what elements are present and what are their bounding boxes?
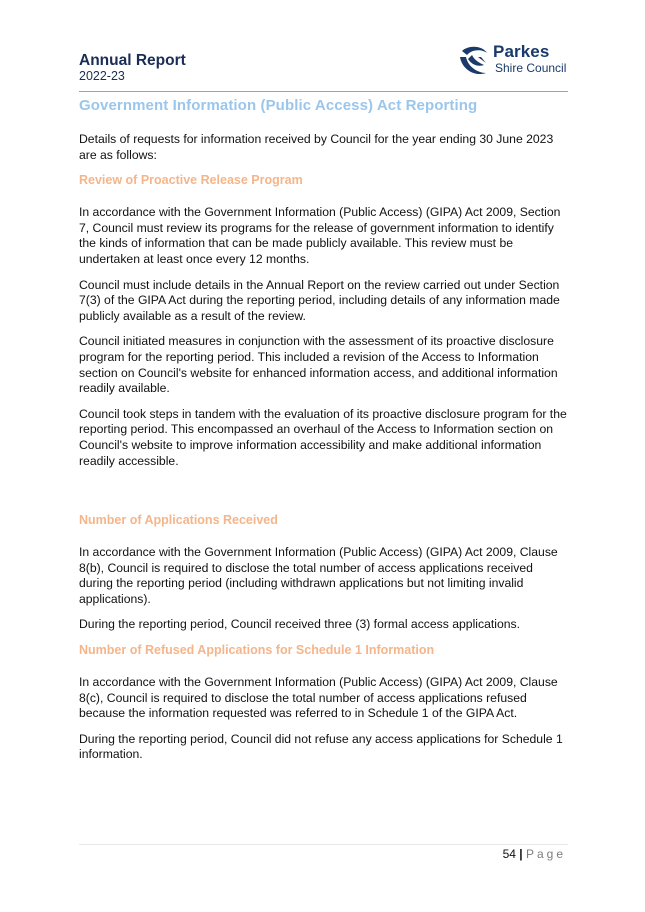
logo-name: Parkes	[493, 42, 550, 61]
header-divider	[79, 91, 568, 92]
report-year: 2022-23	[79, 69, 125, 83]
report-title: Annual Report	[79, 52, 186, 69]
proactive-paragraph-2: Council must include details in the Annual Report on the review carried out under Section 7(3) of the GIPA Act during the reporting period, including details of any information made publicly available as a result of the review.	[79, 277, 560, 323]
proactive-paragraph-4: Council took steps in tandem with the evaluation of its proactive disclosure program for the reporting period. This encompassed an overhaul of the Access to Information section on Council's website to improve information accessibility and make additional information readily accessible.	[79, 406, 567, 468]
intro-paragraph: Details of requests for information received by Council for the year ending 30 June 2023 are as follows:	[79, 132, 554, 162]
section-spacer	[79, 479, 569, 505]
main-content	[79, 97, 569, 773]
footer-separator: |	[519, 847, 523, 861]
applications-heading: Number of Applications Received	[79, 513, 278, 528]
refused-heading: Number of Refused Applications for Schedule 1 Information	[79, 643, 435, 658]
proactive-paragraph-1: In accordance with the Government Information (Public Access) (GIPA) Act 2009, Section 7, Council must review its programs for the release of government information to identify the kinds of information that can be made publicly available. This review must be undertaken at least once every 12 months.	[79, 205, 561, 266]
refused-paragraph-1: In accordance with the Government Information (Public Access) (GIPA) Act 2009, Clause 8(c), Council is required to disclose the total number of access applications refused because the information requested was referred to in Schedule 1 of the GIPA Act.	[79, 675, 558, 721]
section-title: Government Information (Public Access) Act Reporting	[79, 97, 478, 114]
page-number: 54	[502, 847, 516, 861]
refused-paragraph-2: During the reporting period, Council did not refuse any access applications for Schedule 1 information.	[79, 731, 563, 762]
page-label: Page	[525, 847, 566, 861]
footer-divider	[79, 844, 568, 845]
applications-paragraph-1: In accordance with the Government Information (Public Access) (GIPA) Act 2009, Clause 8(b), Council is required to disclose the total number of access applications received during the reporting period (including withdrawn applications but not limiting invalid applications).	[79, 545, 558, 606]
applications-paragraph-2: During the reporting period, Council received three (3) formal access applications.	[79, 617, 520, 632]
parkes-swirl-icon	[456, 43, 492, 79]
page-footer	[503, 847, 566, 861]
logo-subtitle: Shire Council	[495, 61, 567, 75]
proactive-heading: Review of Proactive Release Program	[79, 173, 303, 188]
page-header	[79, 42, 568, 92]
council-logo	[456, 43, 568, 83]
proactive-paragraph-3: Council initiated measures in conjunction with the assessment of its proactive disclosure program for the reporting period. This included a revision of the Access to Information section on Council's website for enhanced information access, and additional information readily available.	[79, 334, 558, 396]
